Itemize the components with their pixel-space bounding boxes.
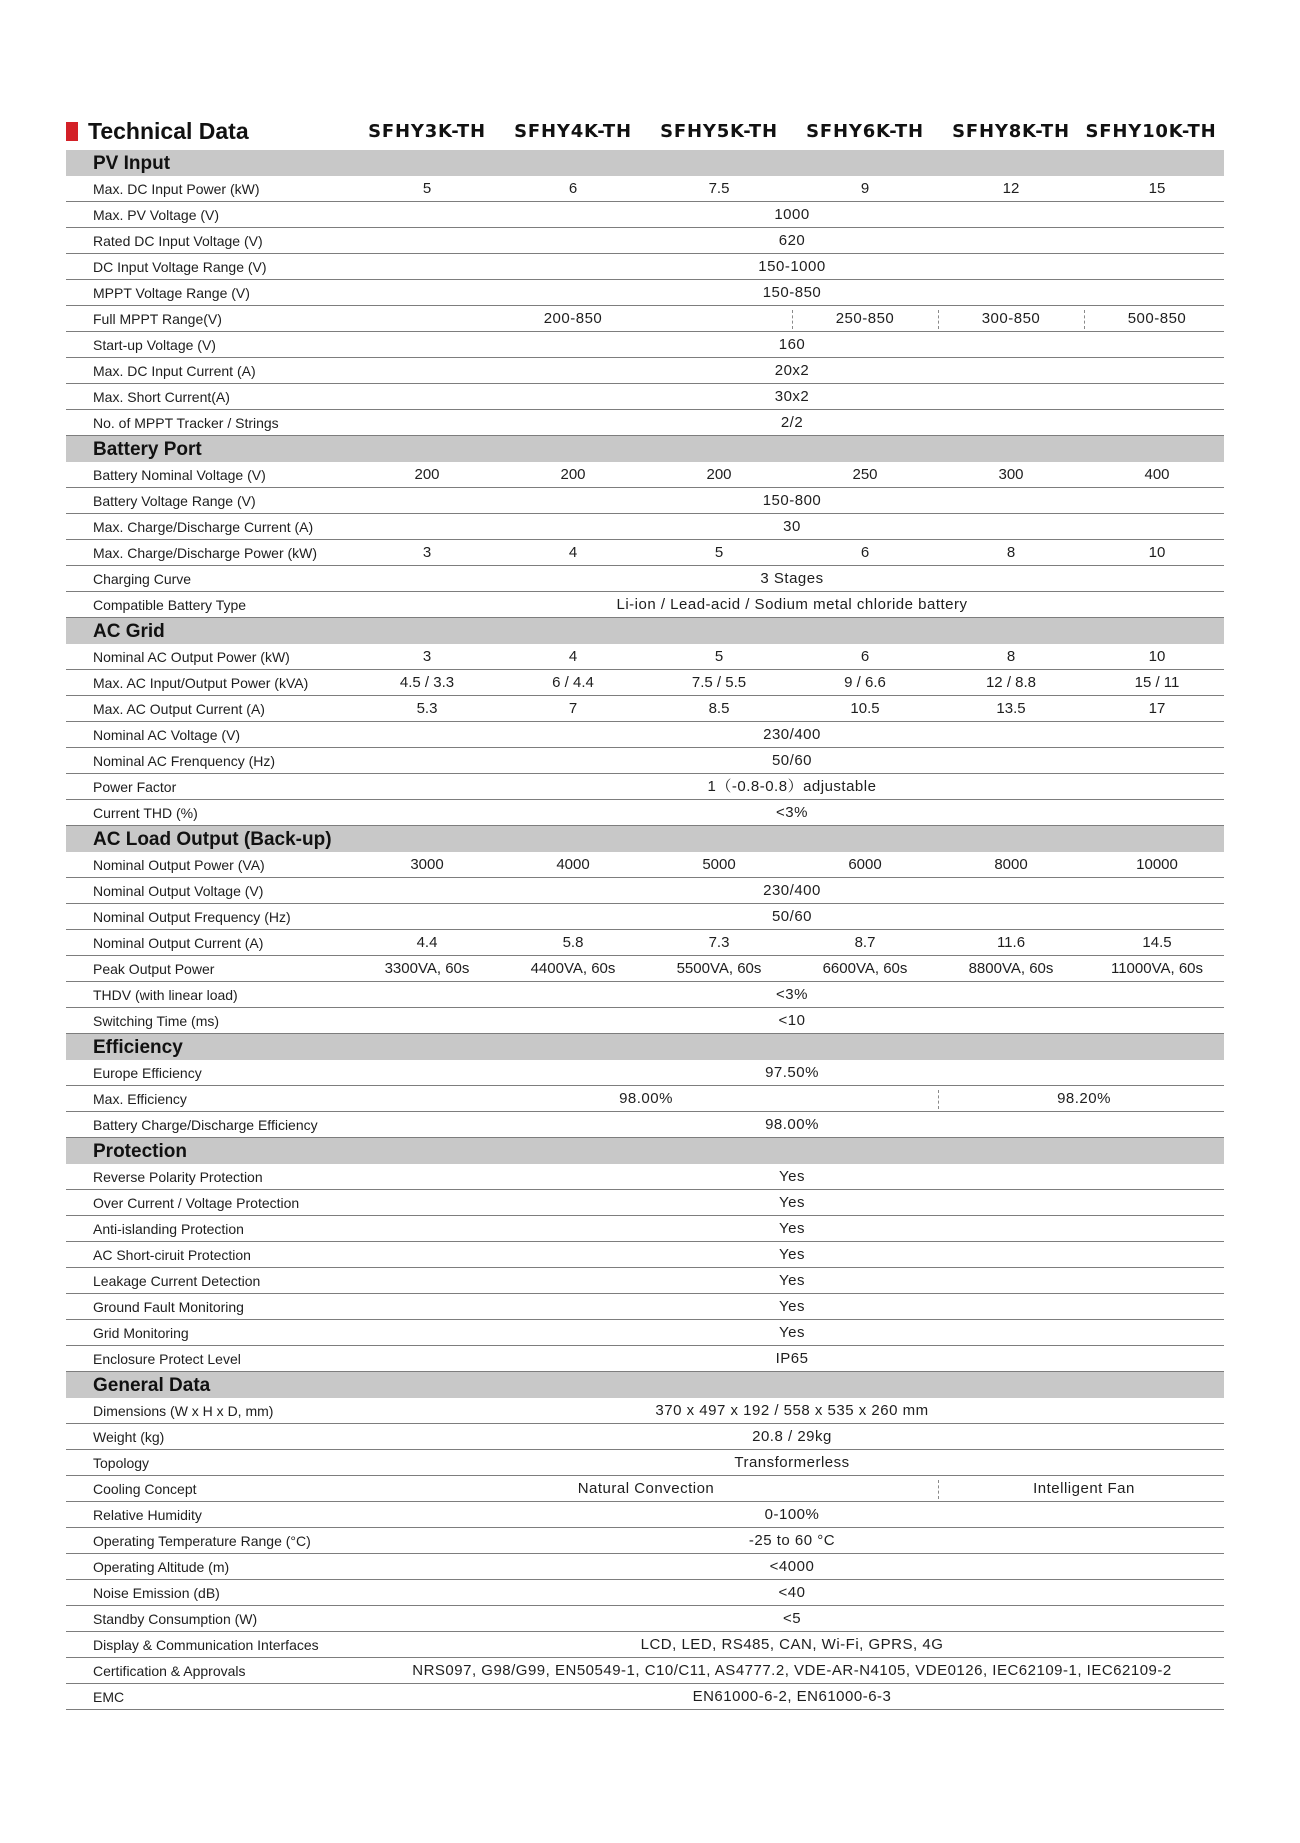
spec-value: 11.6: [996, 934, 1026, 951]
spec-label: Compatible Battery Type: [93, 597, 247, 613]
spec-row: [66, 800, 1224, 826]
spec-value: 7: [568, 700, 578, 717]
spec-row: [66, 774, 1224, 800]
spec-row: [66, 982, 1224, 1008]
spec-label: Weight (kg): [93, 1429, 165, 1445]
spec-row: [66, 410, 1224, 436]
spec-value-shared: 30x2: [774, 388, 810, 405]
spec-row: [66, 1242, 1224, 1268]
spec-label: Nominal Output Voltage (V): [93, 883, 264, 899]
spec-value: 6: [860, 648, 870, 665]
spec-label: Max. Efficiency: [93, 1091, 187, 1107]
spec-value-shared: IP65: [775, 1350, 809, 1367]
spec-value: 10: [1148, 544, 1166, 561]
spec-label: Max. DC Input Power (kW): [93, 181, 260, 197]
spec-label: DC Input Voltage Range (V): [93, 259, 267, 275]
spec-label: THDV (with linear load): [93, 987, 238, 1003]
spec-value: 5: [714, 544, 724, 561]
spec-label: Battery Charge/Discharge Efficiency: [93, 1117, 318, 1133]
spec-value-group: 300-850: [981, 310, 1041, 327]
spec-label: Current THD (%): [93, 805, 198, 821]
spec-row: [66, 228, 1224, 254]
spec-row: [66, 488, 1224, 514]
spec-label: Rated DC Input Voltage (V): [93, 233, 263, 249]
table-header: [66, 116, 1224, 150]
spec-value: 5500VA, 60s: [676, 960, 762, 977]
model-column-header: SFHY8K-TH: [952, 121, 1070, 142]
spec-label: Ground Fault Monitoring: [93, 1299, 244, 1315]
spec-value: 7.5: [708, 180, 730, 197]
spec-row: [66, 1450, 1224, 1476]
spec-row: [66, 462, 1224, 488]
spec-value-shared: 2/2: [780, 414, 804, 431]
spec-value-shared: 20.8 / 29kg: [752, 1428, 832, 1445]
spec-value-shared: Yes: [779, 1324, 805, 1341]
spec-value-shared: 620: [778, 232, 806, 249]
spec-value: 13.5: [996, 700, 1026, 717]
spec-label: Certification & Approvals: [93, 1663, 246, 1679]
spec-row: [66, 176, 1224, 202]
spec-value: 5.8: [562, 934, 584, 951]
spec-table-body: [66, 150, 1224, 1710]
spec-row: [66, 202, 1224, 228]
model-column-header: SFHY6K-TH: [806, 121, 924, 142]
spec-row: [66, 1502, 1224, 1528]
spec-row: [66, 1320, 1224, 1346]
spec-value: 5.3: [416, 700, 438, 717]
spec-value: 5: [714, 648, 724, 665]
spec-value-shared: NRS097, G98/G99, EN50549-1, C10/C11, AS4777.2, VDE-AR-N4105, VDE0126, IEC62109-1, IEC62109-2: [412, 1662, 1172, 1679]
spec-value-shared: 370 x 497 x 192 / 558 x 535 x 260 mm: [655, 1402, 929, 1419]
spec-label: Operating Temperature Range (°C): [93, 1533, 311, 1549]
spec-label: Dimensions (W x H x D, mm): [93, 1403, 274, 1419]
spec-value-shared: 50/60: [771, 908, 813, 925]
spec-label: Grid Monitoring: [93, 1325, 189, 1341]
spec-row: [66, 384, 1224, 410]
spec-value: 6: [860, 544, 870, 561]
spec-row: [66, 878, 1224, 904]
spec-value: 4: [568, 544, 578, 561]
spec-value: 12 / 8.8: [985, 674, 1037, 691]
spec-value-shared: Li-ion / Lead-acid / Sodium metal chloride battery: [616, 596, 968, 613]
spec-row: [66, 254, 1224, 280]
spec-value-shared: 98.00%: [765, 1116, 819, 1133]
section-header-efficiency: Efficiency: [66, 1034, 1224, 1060]
red-marker-icon: [66, 122, 78, 141]
spec-row: [66, 1060, 1224, 1086]
spec-row: [66, 1216, 1224, 1242]
spec-row: [66, 722, 1224, 748]
spec-label: MPPT Voltage Range (V): [93, 285, 250, 301]
spec-row: [66, 1528, 1224, 1554]
spec-value: 17: [1148, 700, 1166, 717]
spec-value: 300: [998, 466, 1024, 483]
spec-value: 8.7: [854, 934, 876, 951]
spec-value: 3000: [410, 856, 444, 873]
spec-value: 5000: [702, 856, 736, 873]
spec-label: Peak Output Power: [93, 961, 215, 977]
spec-value-group: 250-850: [835, 310, 895, 327]
spec-label: Operating Altitude (m): [93, 1559, 230, 1575]
spec-value-shared: 50/60: [771, 752, 813, 769]
spec-value-shared: 97.50%: [765, 1064, 819, 1081]
spec-label: Relative Humidity: [93, 1507, 202, 1523]
spec-row: [66, 1346, 1224, 1372]
spec-value: 9: [860, 180, 870, 197]
spec-value-shared: 160: [778, 336, 806, 353]
spec-value-shared: 150-1000: [758, 258, 826, 275]
spec-row: [66, 1294, 1224, 1320]
spec-label: Enclosure Protect Level: [93, 1351, 241, 1367]
section-header-general-data: General Data: [66, 1372, 1224, 1398]
spec-row: [66, 1112, 1224, 1138]
spec-label: Europe Efficiency: [93, 1065, 202, 1081]
spec-label: Charging Curve: [93, 571, 192, 587]
spec-value: 7.3: [708, 934, 730, 951]
spec-value-shared: 1000: [774, 206, 810, 223]
section-header-ac-grid: AC Grid: [66, 618, 1224, 644]
spec-row: [66, 1086, 1224, 1112]
spec-label: Battery Nominal Voltage (V): [93, 467, 266, 483]
spec-label: Max. Charge/Discharge Current (A): [93, 519, 314, 535]
spec-row: [66, 566, 1224, 592]
spec-row: [66, 1164, 1224, 1190]
spec-row: [66, 1606, 1224, 1632]
spec-row: [66, 1580, 1224, 1606]
spec-label: Anti-islanding Protection: [93, 1221, 244, 1237]
page-title: Technical Data: [88, 118, 249, 144]
spec-value-shared: EN61000-6-2, EN61000-6-3: [692, 1688, 892, 1705]
spec-value: 4000: [556, 856, 590, 873]
spec-label: AC Short-ciruit Protection: [93, 1247, 251, 1263]
spec-value: 3: [422, 544, 432, 561]
spec-value-shared: Yes: [779, 1194, 805, 1211]
section-header-ac-load-output: AC Load Output (Back-up): [66, 826, 1224, 852]
spec-label: Switching Time (ms): [93, 1013, 220, 1029]
spec-value: 200: [414, 466, 440, 483]
spec-value: 4.5 / 3.3: [399, 674, 455, 691]
spec-label: Nominal Output Power (VA): [93, 857, 265, 873]
spec-value-shared: <40: [778, 1584, 806, 1601]
spec-value: 400: [1144, 466, 1170, 483]
spec-value-shared: Yes: [779, 1168, 805, 1185]
spec-label: Nominal AC Frenquency (Hz): [93, 753, 276, 769]
spec-label: Max. Charge/Discharge Power (kW): [93, 545, 318, 561]
spec-value: 200: [706, 466, 732, 483]
spec-value-shared: 3 Stages: [760, 570, 824, 587]
spec-value-shared: 20x2: [774, 362, 810, 379]
spec-row: [66, 1632, 1224, 1658]
spec-row: [66, 1424, 1224, 1450]
spec-row: [66, 696, 1224, 722]
model-column-header: SFHY3K-TH: [368, 121, 486, 142]
spec-value-shared: Yes: [779, 1246, 805, 1263]
spec-value: 8000: [994, 856, 1028, 873]
spec-label: EMC: [93, 1689, 125, 1705]
model-column-header: SFHY10K-TH: [1085, 121, 1217, 142]
spec-label: Noise Emission (dB): [93, 1585, 220, 1601]
spec-label: Topology: [93, 1455, 150, 1471]
spec-value: 3: [422, 648, 432, 665]
spec-value: 4.4: [416, 934, 438, 951]
spec-value: 3300VA, 60s: [384, 960, 470, 977]
spec-label: Reverse Polarity Protection: [93, 1169, 263, 1185]
spec-label: Over Current / Voltage Protection: [93, 1195, 300, 1211]
model-column-header: SFHY4K-TH: [514, 121, 632, 142]
spec-row: [66, 1268, 1224, 1294]
spec-value: 8800VA, 60s: [968, 960, 1054, 977]
spec-row: [66, 332, 1224, 358]
spec-row: [66, 1476, 1224, 1502]
spec-row: [66, 1684, 1224, 1710]
spec-value: 8: [1006, 648, 1016, 665]
spec-row: [66, 540, 1224, 566]
spec-value: 5: [422, 180, 432, 197]
spec-value-shared: <10: [778, 1012, 806, 1029]
spec-value: 10000: [1136, 856, 1178, 873]
spec-value: 9 / 6.6: [844, 674, 886, 691]
spec-label: Max. PV Voltage (V): [93, 207, 220, 223]
technical-data-sheet: [66, 116, 1224, 1710]
spec-row: [66, 644, 1224, 670]
spec-label: Nominal Output Current (A): [93, 935, 264, 951]
spec-value-shared: -25 to 60 °C: [748, 1532, 836, 1549]
spec-value: 7.5 / 5.5: [691, 674, 747, 691]
spec-label: Nominal AC Voltage (V): [93, 727, 241, 743]
spec-value: 200: [560, 466, 586, 483]
spec-label: Display & Communication Interfaces: [93, 1637, 319, 1653]
spec-label: Leakage Current Detection: [93, 1273, 261, 1289]
spec-row: [66, 306, 1224, 332]
spec-row: [66, 748, 1224, 774]
spec-value-shared: <3%: [776, 986, 808, 1003]
spec-value-shared: Transformerless: [734, 1454, 850, 1471]
section-header-protection: Protection: [66, 1138, 1224, 1164]
spec-value-group: 500-850: [1127, 310, 1187, 327]
spec-label: Nominal AC Output Power (kW): [93, 649, 290, 665]
section-header-battery-port: Battery Port: [66, 436, 1224, 462]
spec-label: Nominal Output Frequency (Hz): [93, 909, 291, 925]
spec-value-shared: 150-850: [762, 284, 822, 301]
spec-label: Cooling Concept: [93, 1481, 197, 1497]
spec-value: 250: [852, 466, 878, 483]
spec-value-shared: 0-100%: [764, 1506, 820, 1523]
spec-value: 15: [1148, 180, 1166, 197]
spec-label: No. of MPPT Tracker / Strings: [93, 415, 279, 431]
spec-value: 10: [1148, 648, 1166, 665]
spec-value: 15 / 11: [1134, 674, 1180, 691]
spec-value: 6000: [848, 856, 882, 873]
spec-row: [66, 904, 1224, 930]
spec-row: [66, 956, 1224, 982]
spec-row: [66, 358, 1224, 384]
spec-label: Max. Short Current(A): [93, 389, 230, 405]
spec-value-shared: Yes: [779, 1298, 805, 1315]
spec-value-shared: 230/400: [763, 882, 821, 899]
spec-row: [66, 1008, 1224, 1034]
spec-row: [66, 1398, 1224, 1424]
spec-value-shared: 1（-0.8-0.8）adjustable: [707, 778, 877, 795]
spec-value-shared: <5: [782, 1610, 802, 1627]
spec-row: [66, 592, 1224, 618]
spec-row: [66, 1658, 1224, 1684]
spec-value-group: Intelligent Fan: [1033, 1480, 1135, 1497]
spec-label: Full MPPT Range(V): [93, 311, 222, 327]
spec-label: Start-up Voltage (V): [93, 337, 216, 353]
spec-value-group: 200-850: [543, 310, 603, 327]
spec-label: Power Factor: [93, 779, 177, 795]
spec-label: Max. DC Input Current (A): [93, 363, 256, 379]
spec-value: 12: [1002, 180, 1020, 197]
spec-value-group: 98.00%: [619, 1090, 673, 1107]
spec-value: 6 / 4.4: [552, 674, 594, 691]
spec-value-shared: <3%: [776, 804, 808, 821]
spec-value-shared: Yes: [779, 1220, 805, 1237]
spec-value: 6: [568, 180, 578, 197]
spec-label: Standby Consumption (W): [93, 1611, 258, 1627]
spec-label: Max. AC Input/Output Power (kVA): [93, 675, 309, 691]
spec-value-group: Natural Convection: [577, 1480, 715, 1497]
spec-value-shared: 150-800: [762, 492, 822, 509]
spec-value-shared: 30: [783, 518, 801, 535]
spec-value: 8: [1006, 544, 1016, 561]
spec-row: [66, 852, 1224, 878]
spec-value-shared: LCD, LED, RS485, CAN, Wi-Fi, GPRS, 4G: [640, 1636, 944, 1653]
spec-value: 11000VA, 60s: [1110, 960, 1203, 977]
spec-value: 4400VA, 60s: [530, 960, 616, 977]
spec-row: [66, 514, 1224, 540]
spec-row: [66, 280, 1224, 306]
spec-row: [66, 1190, 1224, 1216]
spec-value: 10.5: [850, 700, 880, 717]
spec-value-shared: 230/400: [763, 726, 821, 743]
spec-value-shared: Yes: [779, 1272, 805, 1289]
spec-row: [66, 670, 1224, 696]
spec-value: 8.5: [708, 700, 730, 717]
spec-row: [66, 1554, 1224, 1580]
spec-value: 4: [568, 648, 578, 665]
spec-value-shared: <4000: [769, 1558, 815, 1575]
spec-value-group: 98.20%: [1057, 1090, 1111, 1107]
spec-label: Battery Voltage Range (V): [93, 493, 256, 509]
spec-row: [66, 930, 1224, 956]
section-header-pv-input: PV Input: [66, 150, 1224, 176]
model-column-header: SFHY5K-TH: [660, 121, 778, 142]
spec-label: Max. AC Output Current (A): [93, 701, 265, 717]
spec-value: 6600VA, 60s: [822, 960, 908, 977]
spec-value: 14.5: [1142, 934, 1172, 951]
